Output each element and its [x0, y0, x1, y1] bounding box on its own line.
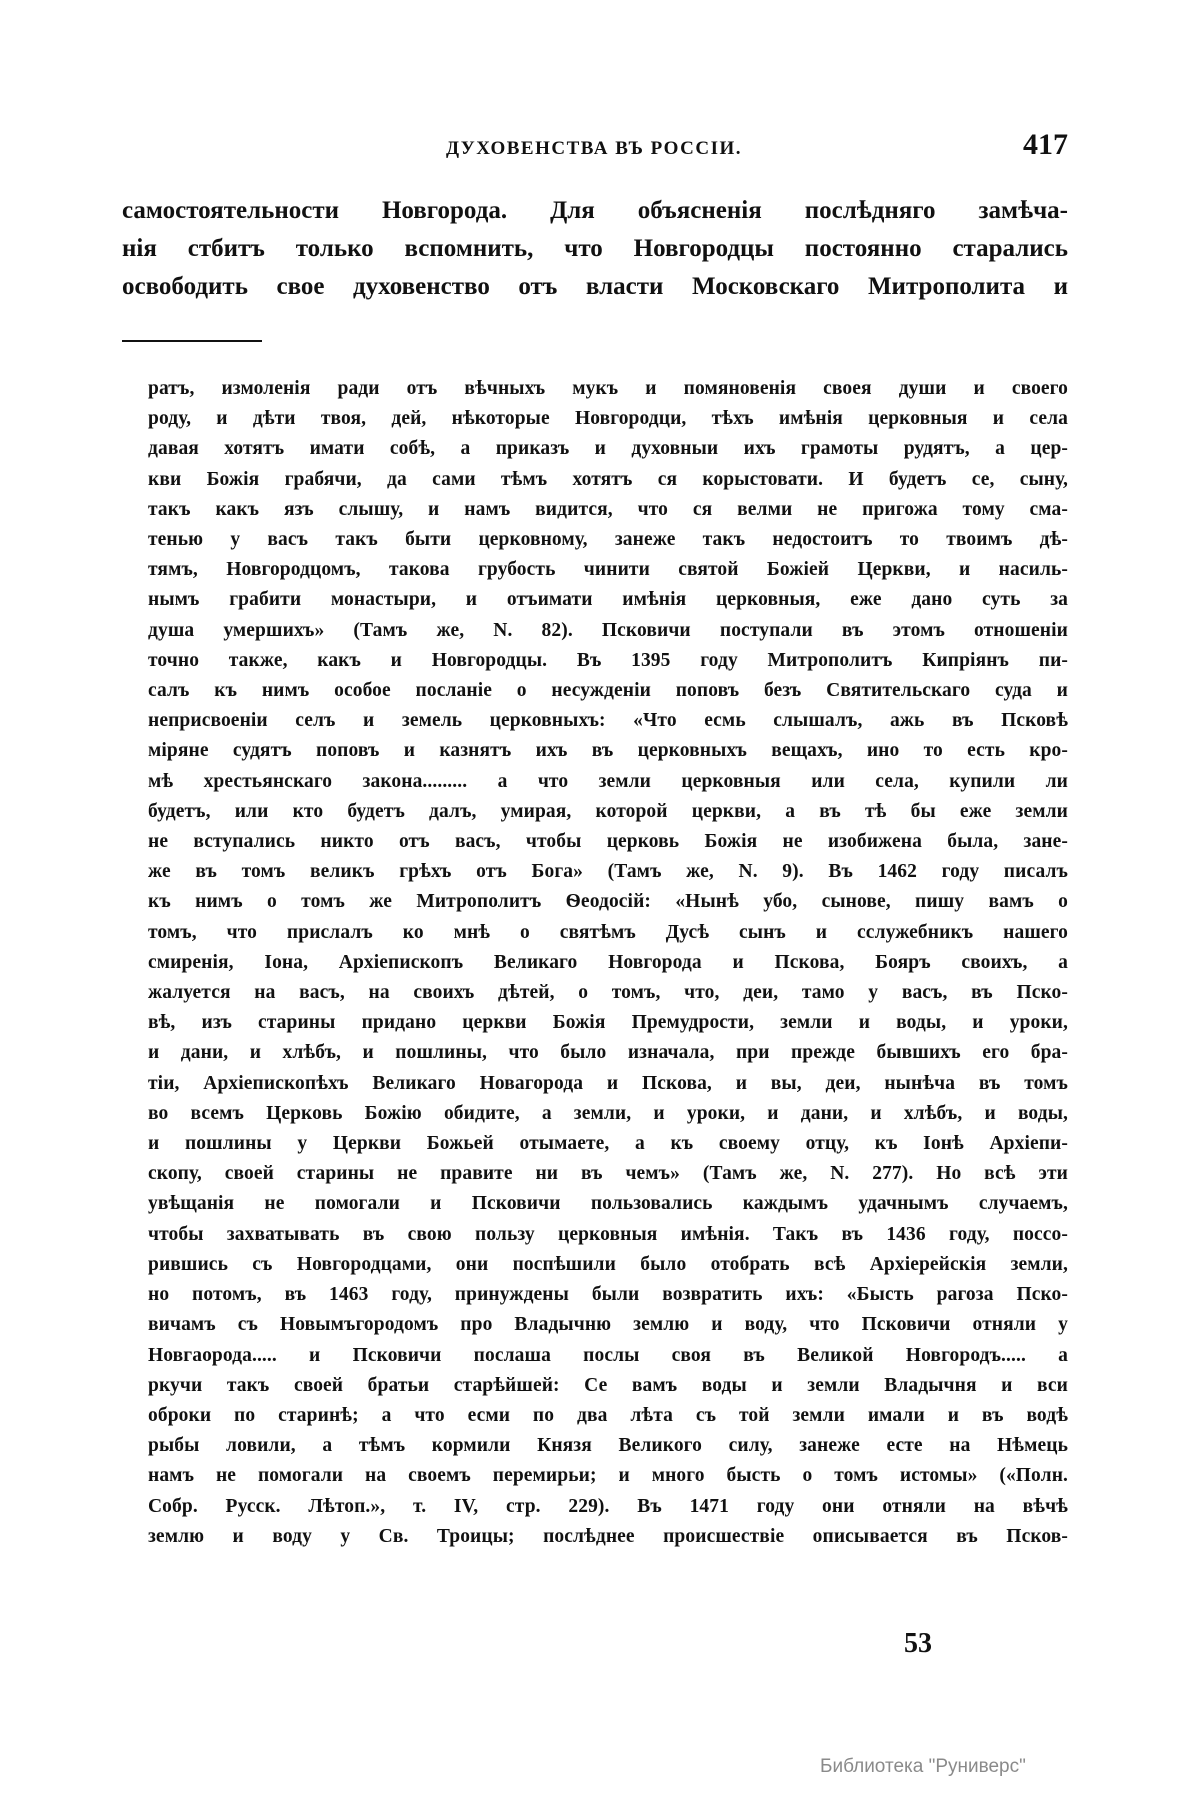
footnote-line: смиренія, Іона, Архіепископъ Великаго Новгорода и Пскова, Бояръ своихъ, а [148, 951, 1068, 973]
footnote-line: точно также, какъ и Новгородцы. Въ 1395 году Митрополитъ Кипріянъ пи- [148, 649, 1068, 671]
footnote-line: Собр. Русск. Лѣтоп.», т. IV, стр. 229). Въ 1471 году они отняли на вѣчѣ [148, 1495, 1068, 1517]
footnote-line: неприсвоеніи селъ и земель церковныхъ: «Что есмь слышалъ, ажь въ Псковѣ [148, 710, 1068, 732]
footnote-line: во всемъ Церковь Божію обидите, а земли, и уроки, и дани, и хлѣбъ, и воды, [148, 1102, 1068, 1124]
footnote-line: вѣ, изъ старины придано церкви Божія Премудрости, земли и воды, и уроки, [148, 1012, 1068, 1034]
footnote-text [148, 374, 1068, 1552]
footnote-line: роду, и дѣти твоя, дей, нѣкоторые Новгородци, тѣхъ имѣнія церковныя и села [148, 408, 1068, 430]
main-text-line: освободить свое духовенство отъ власти Московскаго Митрополита и [122, 273, 1068, 300]
signature-mark: 53 [904, 1628, 932, 1659]
footnote-line: же въ томъ великъ грѣхъ отъ Бога» (Тамъ же, N. 9). Въ 1462 году писалъ [148, 861, 1068, 883]
footnote-line: нымъ грабити монастыри, и отъимати имѣнія церковныя, еже дано суть за [148, 589, 1068, 611]
footnote-line: ратъ, измоленія ради отъ вѣчныхъ мукъ и помяновенія своея души и своего [148, 378, 1068, 399]
footnote-line: чтобы захватывать въ свою пользу церковныя имѣнія. Такъ въ 1436 году, поссо- [148, 1223, 1068, 1245]
footnote-line: тенью у васъ такъ быти церковному, занеже такъ недостоитъ то твоимъ дѣ- [148, 529, 1068, 551]
footnote-line: Новгаорода..... и Псковичи послаша послы своя въ Великой Новгородъ..... а [148, 1344, 1068, 1366]
footnote-line: рившись съ Новгородцами, они поспѣшили было отобрать всѣ Архіерейскія земли, [148, 1253, 1068, 1275]
page-header [120, 128, 1068, 168]
footnote-line: увѣщанія не помогали и Псковичи пользовались каждымъ удачнымъ случаемъ, [148, 1193, 1068, 1215]
footnote-line: томъ, что прислалъ ко мнѣ о святѣмъ Дусѣ сынъ и сслужебникъ нашего [148, 921, 1068, 943]
footnote-line: но потомъ, въ 1463 году, принуждены были возвратить ихъ: «Бысть рагоза Пско- [148, 1284, 1068, 1306]
footnote-line: не вступались никто отъ васъ, чтобы церковь Божія не изобижена была, зане- [148, 831, 1068, 853]
footnote-line: будетъ, или кто будетъ далъ, умирая, которой церкви, а въ тѣ бы еже земли [148, 800, 1068, 822]
footnote-line: салъ къ нимъ особое посланіе о несужденіи поповъ безъ Святительскаго суда и [148, 680, 1068, 702]
footnote-line: тіи, Архіепископѣхъ Великаго Новагорода и Пскова, и вы, деи, нынѣча въ томъ [148, 1072, 1068, 1094]
footnote-line: такъ какъ язъ слышу, и намъ видится, что ся велми не пригожа тому сма- [148, 498, 1068, 520]
library-watermark: Библиотека "Руниверс" [820, 1756, 1026, 1777]
main-text-line: самостоятельности Новгорода. Для объясненія послѣдняго замѣча- [122, 197, 1068, 224]
footnote-rule [122, 340, 262, 342]
footnote-line: землю и воду у Св. Троицы; послѣднее происшествіе описывается въ Псков- [148, 1525, 1068, 1547]
footnote-line: мѣ хрестьянскаго закона......... а что земли церковныя или села, купили ли [148, 770, 1068, 792]
footnote-line: тямъ, Новгородцомъ, такова грубость чинити святой Божіей Церкви, и насиль- [148, 559, 1068, 581]
footnote-line: жалуется на васъ, на своихъ дѣтей, о томъ, что, деи, тамо у васъ, въ Пско- [148, 982, 1068, 1004]
footnote-line: и дани, и хлѣбъ, и пошлины, что было изначала, при прежде бывшихъ его бра- [148, 1042, 1068, 1064]
footnote-line: намъ не помогали на своемъ перемирьи; и много бысть о томъ истомы» («Полн. [148, 1465, 1068, 1487]
main-text-line: нія стбитъ только вспомнить, что Новгородцы постоянно старались [122, 235, 1068, 262]
footnote-line: скопу, своей старины не правите ни въ чемъ» (Тамъ же, N. 277). Но всѣ эти [148, 1163, 1068, 1185]
running-title: ДУХОВЕНСТВА ВЪ РОССІИ. [445, 138, 743, 159]
footnote-line: давая хотятъ имати собѣ, а приказъ и духовныи ихъ грамоты рудятъ, а цер- [148, 438, 1068, 460]
main-text [122, 192, 1068, 306]
footnote-line: кви Божія грабячи, да сами тѣмъ хотятъ ся корыстовати. И будетъ се, сыну, [148, 468, 1068, 490]
footnote-line: оброки по старинѣ; а что есми по два лѣта съ той земли имали и въ водѣ [148, 1404, 1068, 1426]
footnote-line: душа умершихъ» (Тамъ же, N. 82). Псковичи поступали въ этомъ отношеніи [148, 619, 1068, 641]
footnote-line: ркучи такъ своей братьи старѣйшей: Се вамъ воды и земли Владычня и вси [148, 1374, 1068, 1396]
footnote-line: къ нимъ о томъ же Митрополитъ Ѳеодосій: «Нынѣ убо, сынове, пишу вамъ о [148, 891, 1068, 913]
footnote-line: рыбы ловили, а тѣмъ кормили Князя Великого силу, занеже есте на Нѣмець [148, 1435, 1068, 1457]
footnote-line: вичамъ съ Новымъгородомъ про Владычню землю и воду, что Псковичи отняли у [148, 1314, 1068, 1336]
footnote-line: и пошлины у Церкви Божьей отымаете, а къ своему отцу, къ Іонѣ Архіепи- [148, 1133, 1068, 1155]
page-number: 417 [1023, 128, 1068, 161]
footnote-line: міряне судятъ поповъ и казнятъ ихъ въ церковныхъ вещахъ, ино то есть кро- [148, 740, 1068, 762]
